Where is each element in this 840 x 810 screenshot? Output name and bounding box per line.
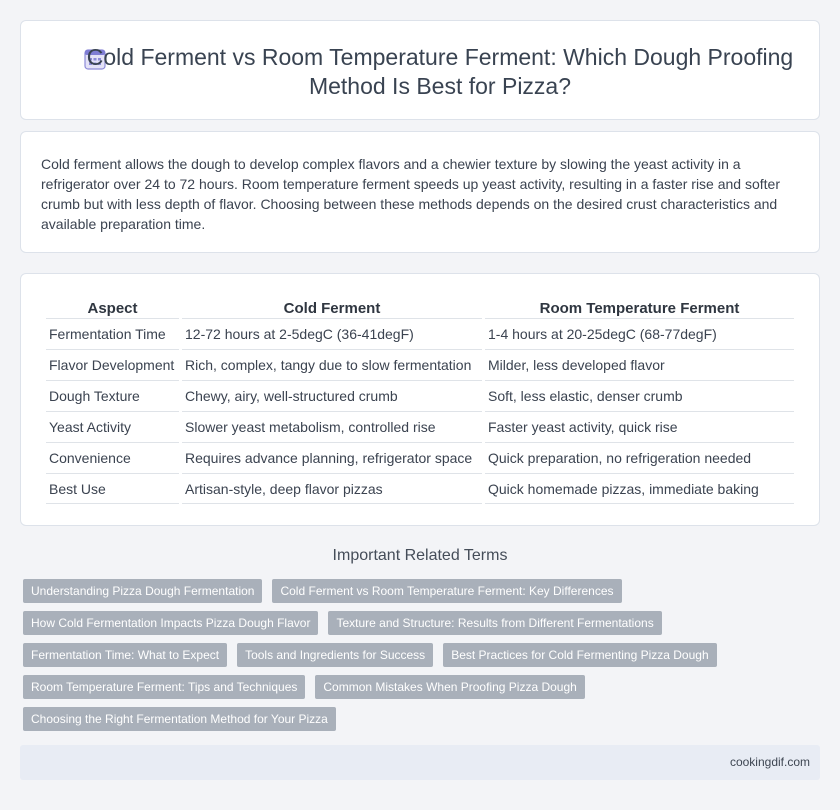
cell-room: Soft, less elastic, denser crumb [485, 380, 794, 411]
tag-row [23, 643, 823, 667]
tag-row [23, 675, 823, 699]
cell-aspect: Flavor Development [46, 349, 179, 380]
related-term-link[interactable]: Fermentation Time: What to Expect [23, 643, 227, 667]
related-term-link[interactable]: Texture and Structure: Results from Different Fermentations [328, 611, 661, 635]
cell-aspect: Fermentation Time [46, 318, 179, 349]
related-term-link[interactable]: How Cold Fermentation Impacts Pizza Dough Flavor [23, 611, 318, 635]
comparison-card [20, 273, 820, 526]
related-terms-heading: Important Related Terms [332, 547, 508, 564]
table-row [46, 473, 794, 504]
tag-row [23, 579, 823, 603]
intro-paragraph: Cold ferment allows the dough to develop complex flavors and a chewier texture by slowing the yeast activity in a refrigerator over 24 to 72 hours. Room temperature ferment speeds up yeast activity, resulting in a faster rise and softer crumb but with less depth of flavor. Choosing between these methods depends on the desired crust characteristics and available preparation time. [41, 156, 780, 232]
cell-aspect: Yeast Activity [46, 411, 179, 442]
table-row [46, 442, 794, 473]
related-term-link[interactable]: Common Mistakes When Proofing Pizza Dough [315, 675, 584, 699]
cell-room: 1-4 hours at 20-25degC (68-77degF) [485, 318, 794, 349]
related-term-link[interactable]: Cold Ferment vs Room Temperature Ferment: Key Differences [272, 579, 621, 603]
table-row [46, 411, 794, 442]
cell-cold: Slower yeast metabolism, controlled rise [182, 411, 482, 442]
comparison-table [43, 296, 797, 504]
cell-room: Milder, less developed flavor [485, 349, 794, 380]
table-header-row [46, 296, 794, 318]
title-card [20, 20, 820, 120]
header-aspect: Aspect [87, 300, 138, 317]
cell-cold: Rich, complex, tangy due to slow fermentation [182, 349, 482, 380]
cell-room: Faster yeast activity, quick rise [485, 411, 794, 442]
related-term-link[interactable]: Understanding Pizza Dough Fermentation [23, 579, 262, 603]
cell-cold: 12-72 hours at 2-5degC (36-41degF) [182, 318, 482, 349]
cell-cold: Chewy, airy, well-structured crumb [182, 380, 482, 411]
related-terms-tags [23, 579, 823, 739]
cell-aspect: Dough Texture [46, 380, 179, 411]
related-term-link[interactable]: Choosing the Right Fermentation Method for Your Pizza [23, 707, 336, 731]
cell-room: Quick homemade pizzas, immediate baking [485, 473, 794, 504]
cell-aspect: Best Use [46, 473, 179, 504]
cell-cold: Artisan-style, deep flavor pizzas [182, 473, 482, 504]
footer [20, 745, 820, 780]
tag-row [23, 611, 823, 635]
related-term-link[interactable]: Room Temperature Ferment: Tips and Techniques [23, 675, 305, 699]
footer-site-link[interactable]: cookingdif.com [729, 755, 810, 769]
header-cold-ferment: Cold Ferment [283, 300, 381, 317]
intro-card [20, 131, 820, 253]
cell-aspect: Convenience [46, 442, 179, 473]
page-title: Cold Ferment vs Room Temperature Ferment: Which Dough Proofing Method Is Best for Pizza? [86, 44, 794, 99]
related-term-link[interactable]: Tools and Ingredients for Success [237, 643, 433, 667]
table-row [46, 349, 794, 380]
table-row [46, 318, 794, 349]
cell-room: Quick preparation, no refrigeration needed [485, 442, 794, 473]
related-term-link[interactable]: Best Practices for Cold Fermenting Pizza Dough [443, 643, 716, 667]
header-room-ferment: Room Temperature Ferment [539, 300, 740, 317]
table-row [46, 380, 794, 411]
cell-cold: Requires advance planning, refrigerator space [182, 442, 482, 473]
tag-row [23, 707, 823, 731]
